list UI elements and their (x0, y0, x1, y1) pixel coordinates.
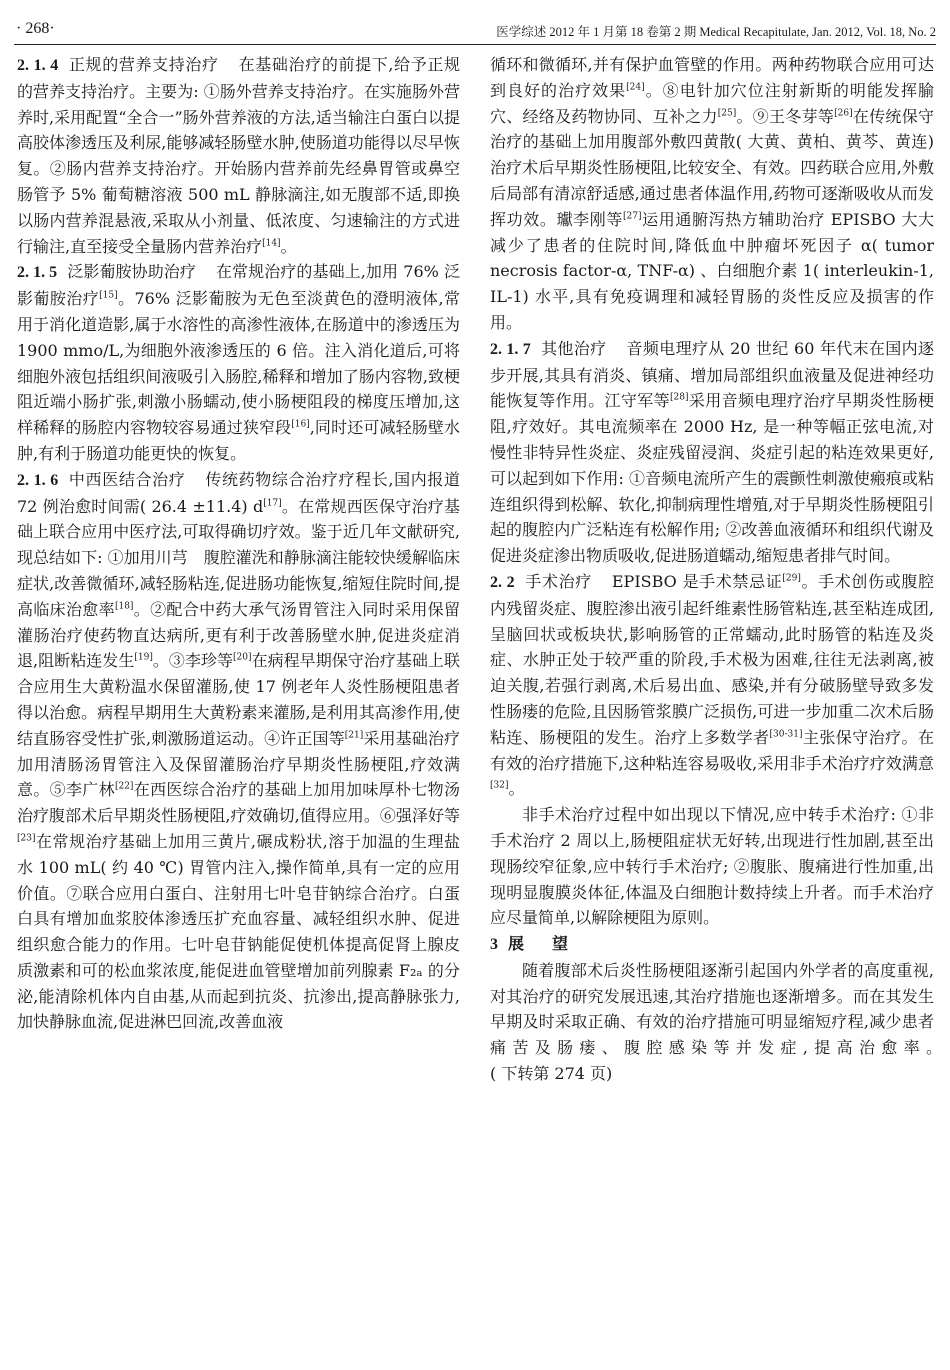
citation: [21] (344, 730, 364, 741)
section-body: 。在常规西医保守治疗基础上联合应用中医疗法,可取得确切疗效。鉴于近几年文献研究,现总结如下: ①加用川芎 腹腔灌洗和静脉滴注能较快缓解临床症状,改善微循环,减轻肠粘连,促进肠功能恢复,缩短住院时间,提高临床治愈率 (17, 496, 460, 619)
section-body: 。⑨王冬芽等 (736, 106, 835, 126)
section-body: 循环和微循环,并有保护血管壁的作用。两种药物联合应用可达到良好的治疗效果 (490, 55, 934, 100)
section-number: 2. 1. 7 (490, 340, 531, 358)
section-number: 2. 1. 5 (17, 264, 58, 282)
section-2-1-5 (17, 259, 460, 466)
citation: [18] (114, 601, 134, 612)
citation: [24] (626, 82, 645, 93)
section-body: 。76% 泛影葡胺为无色至淡黄色的澄明液体,常用于消化道造影,属于水溶性的高渗性液体,在肠道中的渗透压为 1900 mmo/L,为细胞外液渗透压的 6 倍。注入消化道后,可将细胞外液包括组织间液吸引入肠腔,稀释和增加了肠内容物,致梗阻近端小肠扩张,刺激小肠蠕动,使小肠梗阻段的梯度压增加,这样稀释的肠腔内容物较容易通过狭窄段 (17, 289, 460, 438)
section-body: 在传统保守治疗的基础上加用腹部外敷四黄散( 大黄、黄柏、黄芩、黄连) 治疗术后早期炎性肠梗阻,比较安全、有效。四药联合应用,外敷后局部有清凉舒适感,通过患者体温作用,药物可逐渐吸收从而发挥功效。瓛李刚等 (490, 106, 934, 229)
section-number: 2. 1. 4 (17, 57, 59, 74)
section-body: 。 (280, 236, 297, 256)
section-body: 随着腹部术后炎性肠梗阻逐渐引起国内外学者的高度重视,对其治疗的研究发展迅速,其治疗措施也逐渐增多。而在其发生早期及时采取正确、有效的治疗措施可明显缩短疗程,减少患者痛苦及肠瘘、腹腔感染等并发症,提高治愈率。 (490, 960, 934, 1058)
section-number: 2. 1. 6 (17, 471, 59, 489)
citation: [20] (233, 653, 252, 663)
continued-note: ( 下转第 274 页) (490, 1064, 613, 1084)
section-body: 。 (508, 779, 525, 799)
section-body: 在常规治疗基础上加用三黄片,碾成粉状,溶于加温的生理盐水 100 mL( 约 40 ℃) 胃管内注入,操作简单,具有一定的应用价值。⑦联合应用白蛋白、注射用七叶皂苷钠综合治疗。白蛋白具有增加血浆胶体渗透压扩充血容量、减轻组织水肿、促进组织愈合能力的作用。七叶皂苷钠能促使机体提高促肾上腺皮质激素和可的松血浆浓度,能促进血管壁增加前列腺素 F₂ₐ 的分泌,能清除机体内自由基,从而起到抗炎、抗渗出,提高静脉张力,加快静脉血流,促进淋巴回流,改善血液 (17, 831, 460, 1032)
journal-running-head: 医学综述 2012 年 1 月第 18 卷第 2 期 Medical Recapitulate, Jan. 2012, Vol. 18, No. 2 (496, 25, 936, 39)
section-body: 传统药物综合治疗疗程长,国内报道 72 例治愈时间需( 26.4 ±11.4) d (17, 469, 460, 516)
section-body: 在西医综合治疗的基础上加用加味厚朴七物汤治疗腹部术后早期炎性肠梗阻,疗效确切,值得应用。⑥强泽好等 (17, 780, 460, 826)
citation: [16] (291, 419, 310, 430)
citation: [22] (114, 781, 134, 792)
citation: [29] (782, 573, 801, 584)
section-body: 音频电理疗从 20 世纪 60 年代末在国内逐步开展,其具有消炎、镇痛、增加局部组织血液量及促进神经功能恢复等作用。江守军等 (490, 338, 934, 411)
section-title: 泛影葡胺协助治疗 (67, 262, 196, 282)
section-2-1-7 (490, 336, 934, 569)
section-number: 3 (490, 936, 498, 954)
left-column (17, 52, 460, 1035)
section-number: 2. 2 (490, 573, 515, 591)
section-body: 。②配合中药大承气汤胃管注入同时采用保留灌肠治疗使药物直达病所,更有利于改善肠壁水肿,促进炎症消退,阻断粘连发生 (17, 599, 460, 671)
citation: [28] (670, 393, 689, 404)
citation: [17] (263, 498, 282, 509)
paragraph-outlook (490, 958, 934, 1087)
citation: [23] (17, 833, 36, 844)
section-2-1-6-continued (490, 52, 934, 336)
section-body: 。⑧电针加穴位注射新斯的明能发挥腧穴、经络及药物协同、互补之力 (490, 80, 934, 126)
paragraph-nonsurgical: 非手术治疗过程中如出现以下情况,应中转手术治疗: ①非手术治疗 2 周以上,肠梗阻症状无好转,出现进行性加剧,甚至出现肠绞窄征象,应中转行手术治疗; ②腹胀、腹痛进行性加重,出现明显腹膜炎体征,体温及白细胞计数持续上升者。而手术治疗应尽量简单,以解除梗阻为原则。 (490, 805, 934, 928)
section-body: 运用通腑泻热方辅助治疗 EPISBO 大大减少了患者的住院时间,降低血中肿瘤坏死因子 α( tumor necrosis factor-α, TNF-α) 、白细胞介素 1( interleukin-1, IL-1) 水平,具有免疫调理和减轻胃肠的炎性反应及损害的作用。 (490, 209, 934, 332)
section-3-heading (490, 931, 934, 958)
section-body: 在病程早期保守治疗基础上联合应用生大黄粉温水保留灌肠,使 17 例老年人炎性肠梗阻患者得以治愈。病程早期用生大黄粉素来灌肠,是利用其高渗作用,使结直肠容受性扩张,刺激肠道运动。④许正国等 (17, 651, 460, 748)
section-body: 采用基础治疗加用清肠汤胃管注入及保留灌肠治疗早期炎性肠梗阻,疗效满意。⑤李广林 (17, 728, 460, 800)
citation: [15] (99, 290, 118, 301)
section-2-1-4 (17, 52, 460, 259)
citation: [27] (623, 211, 642, 222)
section-title: 中西医结合治疗 (68, 469, 186, 489)
section-body: EPISBO 是手术禁忌证 (611, 571, 783, 591)
section-body: 在基础治疗的前提下,给予正规的营养支持治疗。主要为: ①肠外营养支持治疗。在实施肠外营养时,采用配置“全合一”肠外营养液的方法,适当输注白蛋白以提高胶体渗透压及利尿,能够减轻肠壁水肿,使肠道功能得以尽早恢复。②肠内营养支持治疗。开始肠内营养前先经鼻胃管或鼻空肠管予 5% 葡萄糖溶液 500 mL 静脉滴注,如无腹部不适,即换以肠内营养混悬液,采取从小剂量、低浓度、匀速输注的方式进行输注,直至接受全量肠内营养治疗 (17, 55, 460, 256)
right-column (490, 52, 934, 1087)
running-header (14, 14, 936, 45)
section-title: 其他治疗 (540, 338, 607, 358)
section-body: 主张保守治疗。在有效的治疗措施下,这种粘连容易吸收,采用非手术治疗疗效满意 (490, 727, 934, 773)
section-title: 正规的营养支持治疗 (68, 55, 219, 74)
citation: [25] (717, 108, 737, 119)
section-body: ,同时还可减轻肠壁水肿,有利于肠道功能更快的恢复。 (17, 418, 460, 463)
citation: [30-31] (769, 729, 803, 740)
section-title: 手术治疗 (524, 571, 592, 591)
section-body: 。③李珍等 (152, 651, 234, 671)
citation: [32] (490, 780, 509, 791)
citation: [19] (134, 653, 153, 663)
page-number: · 268· (16, 20, 55, 37)
citation: [14] (262, 238, 281, 249)
section-2-2 (490, 569, 934, 802)
citation: [26] (834, 108, 853, 119)
section-body: 在常规治疗的基础上,加用 76% 泛影葡胺治疗 (17, 262, 460, 309)
section-2-1-6 (17, 467, 460, 1036)
section-body: 。手术创伤或腹腔内残留炎症、腹腔渗出液引起纤维素性肠管粘连,甚至粘连成团,呈脑回状或板块状,影响肠管的正常蠕动,此时肠管的粘连及炎症、水肿正处于较严重的阶段,手术极为困难,往往无法剥离,被迫关腹,若强行剥离,术后易出血、感染,并有分破肠壁导致多发性肠瘘的危险,且因肠管浆膜广泛损伤,可进一步加重二次术后肠粘连、肠梗阻的发生。治疗上多数学者 (490, 571, 934, 747)
section-title: 展 望 (508, 934, 575, 954)
section-body: 采用音频电理疗治疗早期炎性肠梗阻,疗效好。其电流频率在 2000 Hz, 是一种等幅正弦电流,对慢性非特异性炎症、炎症残留浸润、炎症引起的粘连效果更好,可以起到如下作用: ①音频电流所产生的震颤性刺激使瘢痕或粘连组织得到松解、软化,抑制病理性增殖,对于早期炎性肠梗阻引起的腹腔内广泛粘连有松解作用; ②改善血液循环和组织代谢及促进炎症渗出物质吸收,促进肠道蠕动,缩短患者排气时间。 (490, 391, 934, 566)
